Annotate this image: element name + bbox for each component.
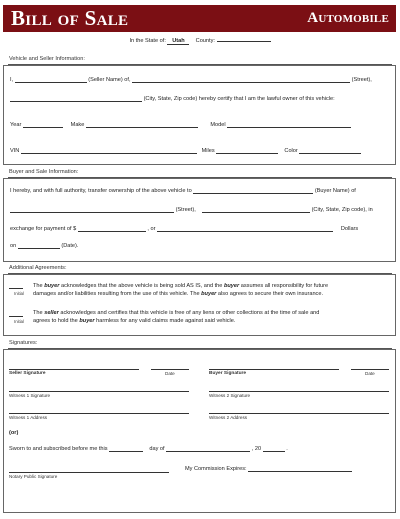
- signatures-box: [3, 349, 396, 513]
- buyer-name-label: (Buyer Name) of: [314, 188, 356, 194]
- seller-certify-text: (City, State, Zip code) hereby certify that I am the lawful owner of this vehicle:: [143, 96, 335, 102]
- sworn-year-field[interactable]: [263, 445, 285, 452]
- commission-label: My Commission Expires:: [185, 466, 247, 472]
- or-label: (or): [9, 430, 19, 436]
- sale-date-row: [10, 242, 78, 249]
- buyer-date-field[interactable]: [351, 369, 389, 370]
- witness1-signature-label: Witness 1 Signature: [9, 393, 51, 398]
- i-label: I,: [10, 77, 14, 83]
- payment-amount-field[interactable]: [78, 225, 146, 232]
- witness1-address-field[interactable]: [9, 413, 189, 414]
- notary-signature-field[interactable]: [9, 472, 169, 473]
- signatures-heading: Signatures:: [9, 340, 38, 346]
- transfer-row: [10, 187, 356, 194]
- vin-label: VIN: [10, 148, 20, 154]
- miles-label: Miles: [201, 148, 215, 154]
- county-field[interactable]: [217, 41, 271, 42]
- lien-free-agreement: The seller acknowledges and certifies that this vehicle is free of any liens or other collections at the time of sale and agrees to hold the buyer harmless for any valid claims made against said vehicle.: [33, 310, 320, 324]
- buyer-city-label: (City, State, Zip code), in: [311, 207, 373, 213]
- sworn-month-field[interactable]: [166, 445, 250, 452]
- commission-field[interactable]: [248, 465, 352, 472]
- color-field[interactable]: [299, 147, 361, 154]
- day-of-label: day of: [149, 446, 165, 452]
- initial-label-2: Initial: [14, 319, 25, 324]
- buyer-street-row: [10, 206, 373, 213]
- miles-field[interactable]: [216, 147, 278, 154]
- initial-field-1[interactable]: [9, 288, 23, 289]
- payment-label: exchange for payment of $: [10, 226, 77, 232]
- seller-city-field[interactable]: [10, 95, 142, 102]
- buyer-signature-field[interactable]: [209, 369, 339, 370]
- sworn-row: Sworn to and subscribed before me this day of , 20 .: [9, 446, 288, 452]
- witness2-address-field[interactable]: [209, 413, 389, 414]
- county-label: County:: [195, 38, 215, 44]
- vehicle-year-row: [10, 121, 351, 128]
- payment-or-label: , or: [147, 226, 156, 232]
- buyer-date-label: Date: [365, 371, 375, 376]
- buyer-signature-label: Buyer Signature: [209, 371, 247, 376]
- dollars-label: Dollars: [340, 226, 359, 232]
- payment-words-field[interactable]: [157, 225, 333, 232]
- seller-street-field[interactable]: [132, 76, 350, 83]
- make-field[interactable]: [86, 121, 198, 128]
- witness1-signature-field[interactable]: [9, 391, 189, 392]
- commission-row: [185, 465, 352, 472]
- witness2-signature-label: Witness 2 Signature: [209, 393, 251, 398]
- vin-field[interactable]: [21, 147, 197, 154]
- vehicle-vin-row: [10, 147, 361, 154]
- year-prefix-label: , 20: [251, 446, 262, 452]
- year-field[interactable]: [23, 121, 63, 128]
- seller-street-label: (Street),: [351, 77, 372, 83]
- transfer-text: I hereby, and with full authority, transfer ownership of the above vehicle to: [10, 188, 192, 194]
- model-label: Model: [210, 122, 226, 128]
- payment-row: [10, 225, 358, 232]
- buyer-sale-heading: Buyer and Sale Information:: [9, 169, 79, 175]
- document-header: [3, 5, 396, 32]
- notary-signature-label: Notary Public Signature: [9, 474, 58, 479]
- witness2-signature-field[interactable]: [209, 391, 389, 392]
- seller-city-row: [10, 95, 335, 102]
- make-label: Make: [70, 122, 85, 128]
- initial-field-2[interactable]: [9, 316, 23, 317]
- seller-signature-field[interactable]: [9, 369, 139, 370]
- buyer-street-label: (Street),: [175, 207, 196, 213]
- buyer-street-field[interactable]: [10, 206, 174, 213]
- model-field[interactable]: [227, 121, 351, 128]
- witness2-address-label: Witness 2 Address: [209, 415, 248, 420]
- as-is-agreement: The buyer acknowledges that the above vehicle is being sold AS IS, and the buyer assumes all responsibility for future damages and/or liabilities resulting from the use of this vehicle. The buyer also agrees to secure their own insurance.: [33, 283, 329, 297]
- seller-name-row: [10, 76, 372, 83]
- seller-name-field[interactable]: [15, 76, 87, 83]
- state-row: [0, 38, 400, 45]
- on-label: on: [10, 243, 17, 249]
- sworn-day-field[interactable]: [109, 445, 143, 452]
- initial-label-1: Initial: [14, 291, 25, 296]
- witness1-address-label: Witness 1 Address: [9, 415, 48, 420]
- seller-date-field[interactable]: [151, 369, 189, 370]
- document-title: Bill of Sale: [11, 6, 129, 30]
- seller-date-label: Date: [165, 371, 175, 376]
- sale-date-label: (Date).: [61, 243, 79, 249]
- seller-signature-label: Seller Signature: [9, 371, 46, 376]
- seller-name-label: (Seller Name) of,: [88, 77, 131, 83]
- document-subtitle: Automobile: [307, 10, 389, 26]
- state-field[interactable]: Utah: [167, 38, 189, 45]
- vehicle-seller-heading: Vehicle and Seller Information:: [9, 56, 85, 62]
- sworn-text: Sworn to and subscribed before me this: [9, 446, 108, 452]
- buyer-city-field[interactable]: [202, 206, 310, 213]
- color-label: Color: [284, 148, 298, 154]
- agreements-heading: Additional Agreements:: [9, 265, 67, 271]
- sale-date-field[interactable]: [18, 242, 60, 249]
- year-label: Year: [10, 122, 22, 128]
- buyer-name-field[interactable]: [193, 187, 313, 194]
- state-prefix: In the State of:: [129, 38, 166, 44]
